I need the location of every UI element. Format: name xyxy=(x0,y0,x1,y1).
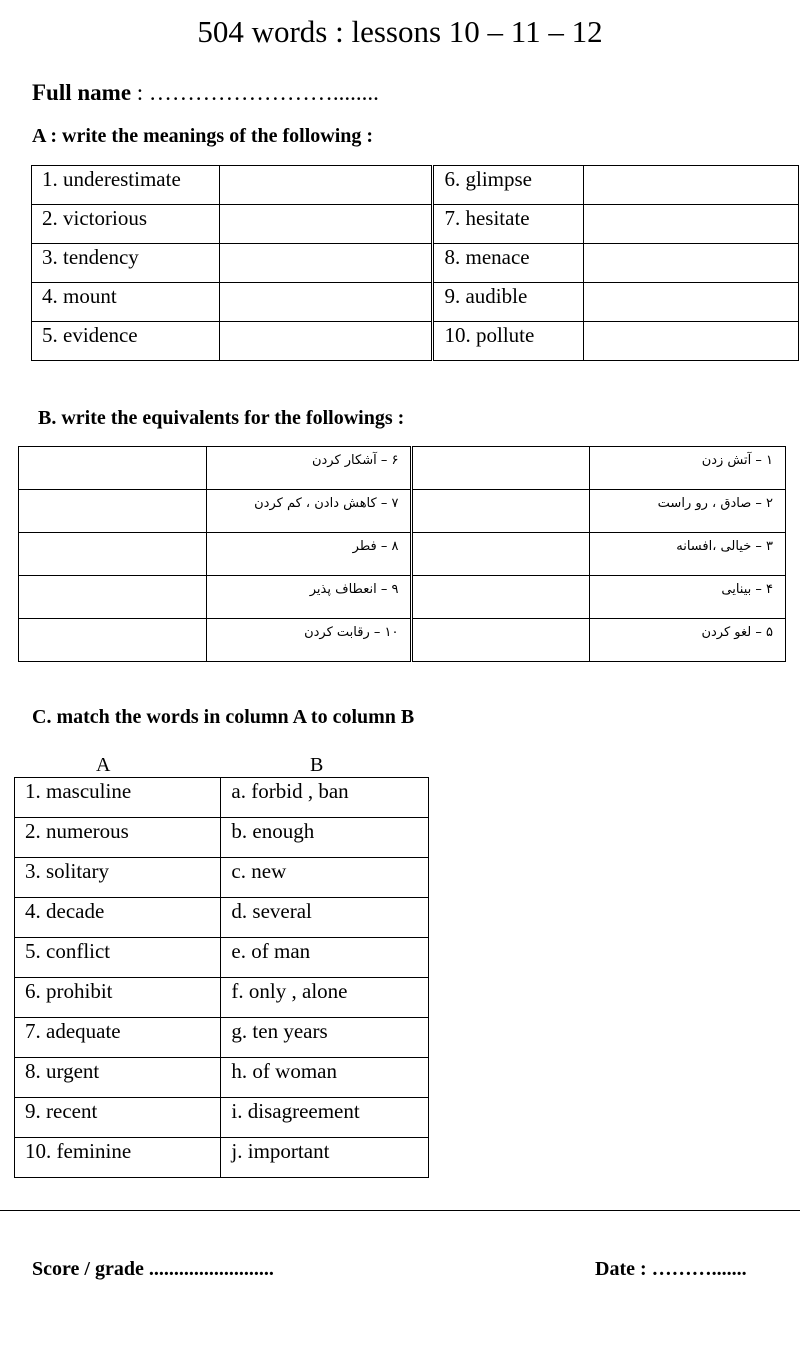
section-a-word: 5. evidence xyxy=(32,322,220,361)
full-name-separator: : xyxy=(131,80,149,105)
section-b-answer-cell[interactable] xyxy=(19,447,207,490)
section-b-row xyxy=(19,619,786,662)
column-a-word: 10. feminine xyxy=(15,1138,221,1178)
column-b-definition: h. of woman xyxy=(221,1058,429,1098)
column-b-definition: e. of man xyxy=(221,938,429,978)
section-b-answer-cell[interactable] xyxy=(19,533,207,576)
section-b-persian-word: ۱۰ – رقابت کردن xyxy=(206,619,412,662)
section-c-row xyxy=(15,978,429,1018)
column-a-word: 7. adequate xyxy=(15,1018,221,1058)
column-a-word: 9. recent xyxy=(15,1098,221,1138)
column-a-word: 1. masculine xyxy=(15,778,221,818)
column-b-definition: b. enough xyxy=(221,818,429,858)
section-c-table xyxy=(14,777,429,1178)
section-b-heading: B. write the equivalents for the followings : xyxy=(38,407,405,429)
section-a-answer-cell[interactable] xyxy=(219,166,433,205)
full-name-line xyxy=(32,80,379,106)
column-a-word: 8. urgent xyxy=(15,1058,221,1098)
footer-divider xyxy=(0,1210,800,1211)
column-b-label: B xyxy=(310,754,324,776)
column-b-definition: c. new xyxy=(221,858,429,898)
section-b-persian-word: ۵ – لغو کردن xyxy=(590,619,786,662)
full-name-blank[interactable]: ……………………........ xyxy=(148,80,379,105)
section-b-answer-cell[interactable] xyxy=(19,619,207,662)
section-a-answer-cell[interactable] xyxy=(584,205,799,244)
section-c-row xyxy=(15,898,429,938)
section-b-answer-cell[interactable] xyxy=(412,533,590,576)
section-b-persian-word: ۱ – آتش زدن xyxy=(590,447,786,490)
section-a-word: 8. menace xyxy=(433,244,584,283)
column-b-definition: g. ten years xyxy=(221,1018,429,1058)
score-grade-label: Score / grade ......................... xyxy=(32,1258,274,1280)
section-b-answer-cell[interactable] xyxy=(412,447,590,490)
section-a-answer-cell[interactable] xyxy=(584,283,799,322)
section-a-word: 2. victorious xyxy=(32,205,220,244)
column-b-definition: i. disagreement xyxy=(221,1098,429,1138)
section-c-row xyxy=(15,938,429,978)
section-c-row xyxy=(15,858,429,898)
column-a-word: 3. solitary xyxy=(15,858,221,898)
page-title: 504 words : lessons 10 – 11 – 12 xyxy=(197,14,603,49)
section-b-answer-cell[interactable] xyxy=(19,576,207,619)
section-a-answer-cell[interactable] xyxy=(584,244,799,283)
column-a-label: A xyxy=(96,754,111,776)
section-a-word: 4. mount xyxy=(32,283,220,322)
section-b-persian-word: ۸ – فطر xyxy=(206,533,412,576)
section-a-answer-cell[interactable] xyxy=(584,166,799,205)
section-b-persian-word: ۴ – بینایی xyxy=(590,576,786,619)
section-a-word: 10. pollute xyxy=(433,322,584,361)
section-a-word: 6. glimpse xyxy=(433,166,584,205)
section-a-row xyxy=(32,322,799,361)
section-a-answer-cell[interactable] xyxy=(219,283,433,322)
section-a-word: 7. hesitate xyxy=(433,205,584,244)
section-b-persian-word: ۶ – آشکار کردن xyxy=(206,447,412,490)
column-b-definition: f. only , alone xyxy=(221,978,429,1018)
section-b-table xyxy=(18,446,786,662)
section-c-row xyxy=(15,1018,429,1058)
date-label: Date : ………....... xyxy=(595,1258,747,1280)
section-a-answer-cell[interactable] xyxy=(584,322,799,361)
section-a-table xyxy=(31,165,799,361)
section-b-persian-word: ۹ – انعطاف پذیر xyxy=(206,576,412,619)
section-b-persian-word: ۷ – کاهش دادن ، کم کردن xyxy=(206,490,412,533)
section-b-row xyxy=(19,447,786,490)
section-c-row xyxy=(15,1138,429,1178)
section-b-row xyxy=(19,490,786,533)
section-c-row xyxy=(15,778,429,818)
section-b-row xyxy=(19,576,786,619)
section-a-row xyxy=(32,244,799,283)
section-c-heading: C. match the words in column A to column B xyxy=(32,706,415,728)
column-a-word: 4. decade xyxy=(15,898,221,938)
section-b-row xyxy=(19,533,786,576)
section-a-answer-cell[interactable] xyxy=(219,322,433,361)
section-b-answer-cell[interactable] xyxy=(412,490,590,533)
column-b-definition: d. several xyxy=(221,898,429,938)
section-b-answer-cell[interactable] xyxy=(412,576,590,619)
column-a-word: 6. prohibit xyxy=(15,978,221,1018)
section-a-row xyxy=(32,283,799,322)
column-a-word: 5. conflict xyxy=(15,938,221,978)
section-c-row xyxy=(15,818,429,858)
section-b-answer-cell[interactable] xyxy=(19,490,207,533)
column-b-definition: a. forbid , ban xyxy=(221,778,429,818)
section-c-row xyxy=(15,1058,429,1098)
full-name-label: Full name xyxy=(32,80,132,105)
section-a-word: 1. underestimate xyxy=(32,166,220,205)
section-a-word: 3. tendency xyxy=(32,244,220,283)
section-a-answer-cell[interactable] xyxy=(219,205,433,244)
section-b-persian-word: ۲ – صادق ، رو راست xyxy=(590,490,786,533)
section-a-row xyxy=(32,205,799,244)
column-a-word: 2. numerous xyxy=(15,818,221,858)
column-b-definition: j. important xyxy=(221,1138,429,1178)
section-b-answer-cell[interactable] xyxy=(412,619,590,662)
section-a-word: 9. audible xyxy=(433,283,584,322)
section-c-row xyxy=(15,1098,429,1138)
section-a-answer-cell[interactable] xyxy=(219,244,433,283)
section-b-persian-word: ۳ – خیالی ،افسانه xyxy=(590,533,786,576)
section-a-heading: A : write the meanings of the following : xyxy=(32,125,374,147)
section-a-row xyxy=(32,166,799,205)
